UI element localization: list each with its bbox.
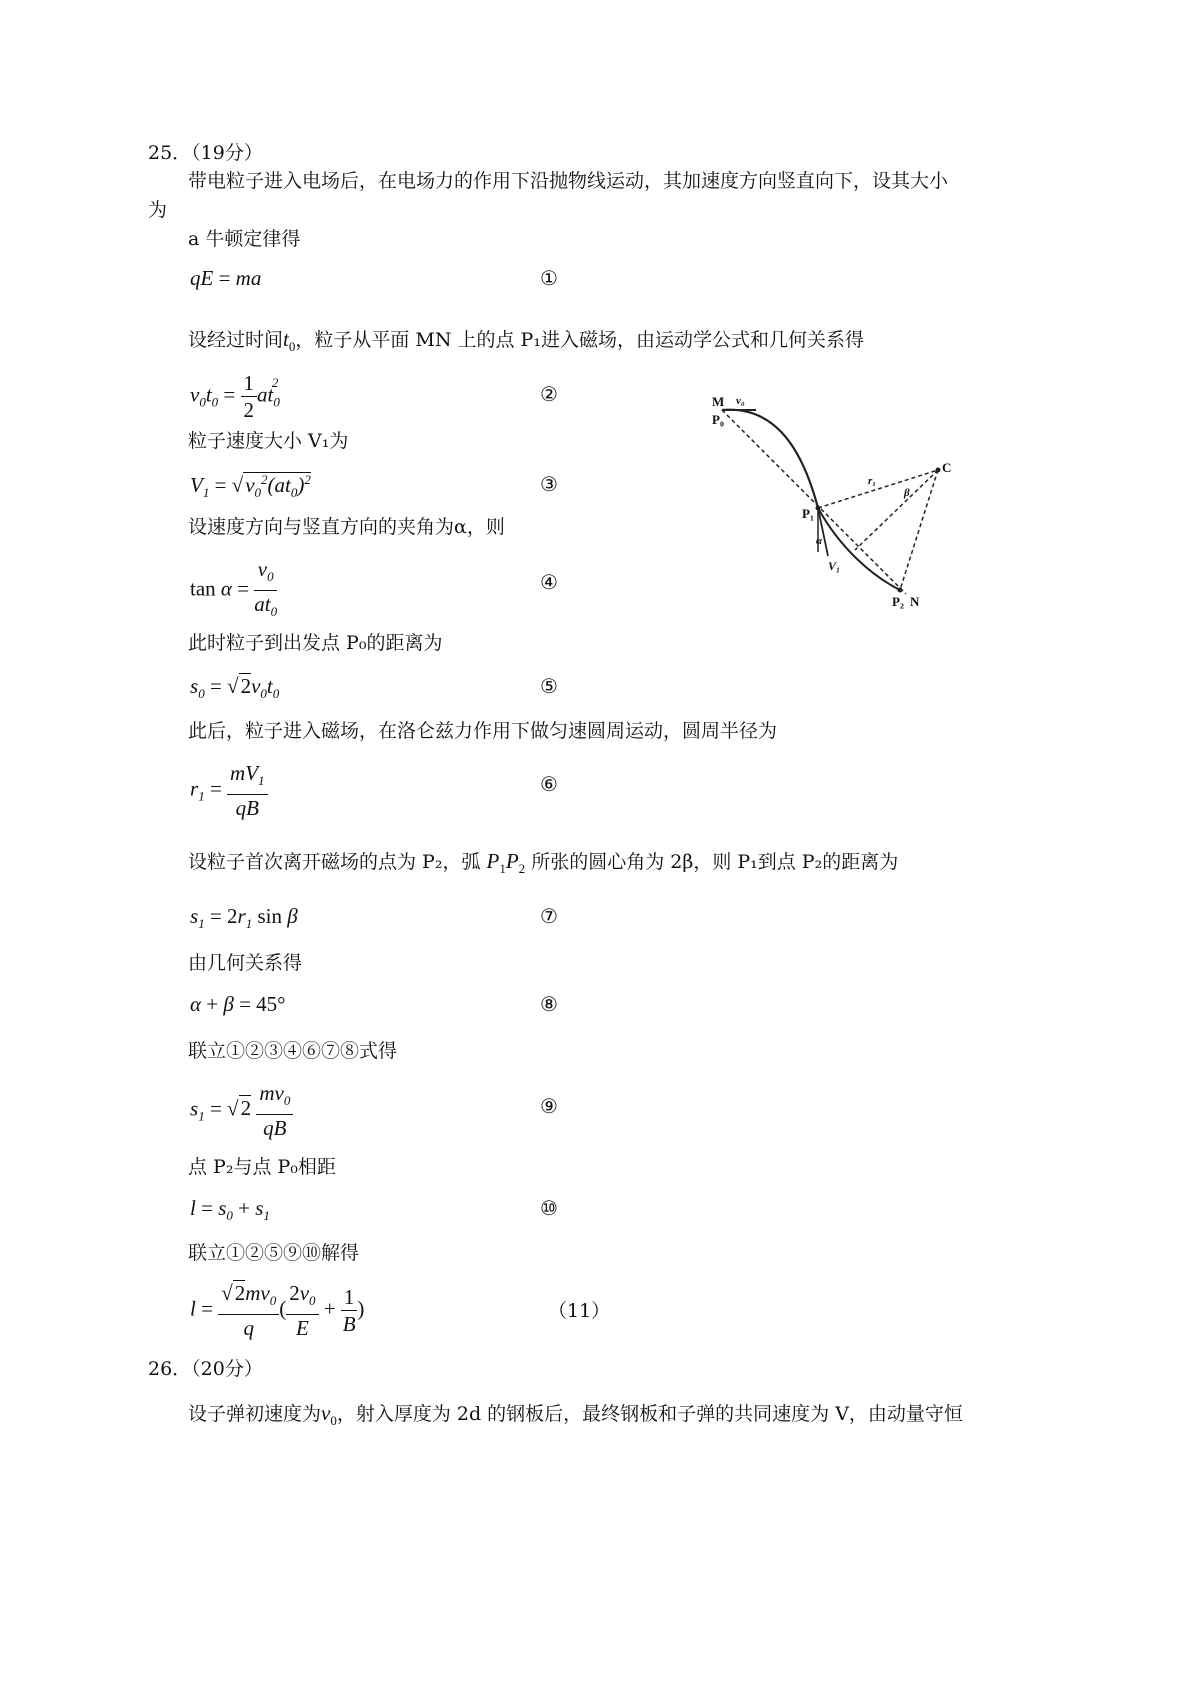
label-c: C [942, 460, 952, 475]
problem-26-heading: 26．（20分） [148, 1358, 263, 1380]
label-v0: v₀ [736, 395, 745, 407]
equation-3: $V_1 = √v_0^2(at_0)^2$ [190, 472, 311, 501]
radius-p1-c [818, 470, 938, 508]
equation-8: α + β = 45° [190, 992, 286, 1016]
equation-number-2: ② [540, 382, 558, 406]
intro-line-wrap: 为 [148, 199, 168, 221]
problem-25-heading: 25．（19分） [148, 142, 263, 164]
equation-7: $s_1 = 2r_1$ sin β [190, 904, 298, 932]
trajectory-figure [700, 380, 960, 630]
label-m: M [712, 394, 725, 409]
intro-line: 带电粒子进入电场后，在电场力的作用下沿抛物线运动，其加速度方向竖直向下，设其大小 [188, 170, 949, 192]
p2-p0-label: 点 P₂与点 P₀相距 [188, 1156, 336, 1178]
label-v1: V₁ [828, 559, 841, 573]
point-c [936, 468, 941, 473]
equation-4: tan α = $\frac{v_0}{at_0}$ [190, 557, 278, 620]
equation-6: $r_1$ = $\frac{mV_1}{qB}$ [190, 760, 268, 821]
p2-paragraph: 设粒子首次离开磁场的点为 P₂，弧 $P_1P_2$ 所张的圆心角为 2β，则 P₁到点 P₂的距离为 [188, 849, 899, 877]
distance-label: 此时粒子到出发点 P₀的距离为 [188, 632, 443, 654]
equation-number-4: ④ [540, 570, 558, 594]
equation-9: $s_1 = √2$ $\frac{mv_0}{qB}$ [190, 1080, 293, 1141]
point-p1 [816, 506, 821, 511]
equation-2: $v_0t_0$ = $\frac{1}{2}$ $at_0^2$ [190, 371, 280, 422]
point-p2 [898, 588, 903, 593]
circular-arc [818, 508, 900, 590]
equation-11: l = $\frac{√2mv_0}{q}$ ( $\frac{2v_0}{E}$ + $\frac{1}{B}$ ) [190, 1281, 365, 1341]
equation-1: qE = ma [190, 266, 262, 290]
equation-number-3: ③ [540, 472, 558, 496]
equation-10: $l = s_0 + s_1$ [190, 1196, 270, 1224]
equation-number-11: （11） [548, 1300, 611, 1322]
combine-line-2: 联立①②⑤⑨⑩解得 [188, 1242, 360, 1264]
newton-line: a 牛顿定律得 [188, 228, 301, 250]
equation-number-6: ⑥ [540, 772, 558, 796]
geometry-label: 由几何关系得 [188, 952, 303, 974]
combine-line-1: 联立①②③④⑥⑦⑧式得 [188, 1040, 398, 1062]
label-p0: P₀ [712, 412, 724, 427]
parabolic-trajectory [722, 410, 818, 508]
label-n: N [910, 594, 920, 609]
equation-number-9: ⑨ [540, 1094, 558, 1118]
boundary-line-mn [722, 410, 906, 594]
label-alpha: α [816, 535, 823, 547]
equation-5: $s_0 = √2v_0t_0$ [190, 674, 280, 702]
label-beta: β [904, 487, 910, 499]
speed-label: 粒子速度大小 V₁为 [188, 430, 349, 452]
magnet-label: 此后，粒子进入磁场，在洛仑兹力作用下做匀速圆周运动，圆周半径为 [188, 720, 778, 742]
time-paragraph: 设经过时间$t_0$，粒子从平面 MN 上的点 P₁进入磁场，由运动学公式和几何关系得 [188, 327, 864, 355]
equation-number-1: ① [540, 266, 558, 290]
problem-26-line: 设子弹初速度为$v_0$，射入厚度为 2d 的钢板后，最终钢板和子弹的共同速度为 V，由动量守恒 [188, 1401, 963, 1429]
equation-number-5: ⑤ [540, 674, 558, 698]
equation-number-10: ⑩ [540, 1196, 558, 1220]
label-r1: r₁ [868, 475, 877, 487]
label-p2: P₂ [892, 594, 904, 609]
equation-number-7: ⑦ [540, 904, 558, 928]
angle-label: 设速度方向与竖直方向的夹角为α，则 [188, 516, 505, 538]
equation-number-8: ⑧ [540, 992, 558, 1016]
label-p1: P₁ [802, 506, 814, 521]
